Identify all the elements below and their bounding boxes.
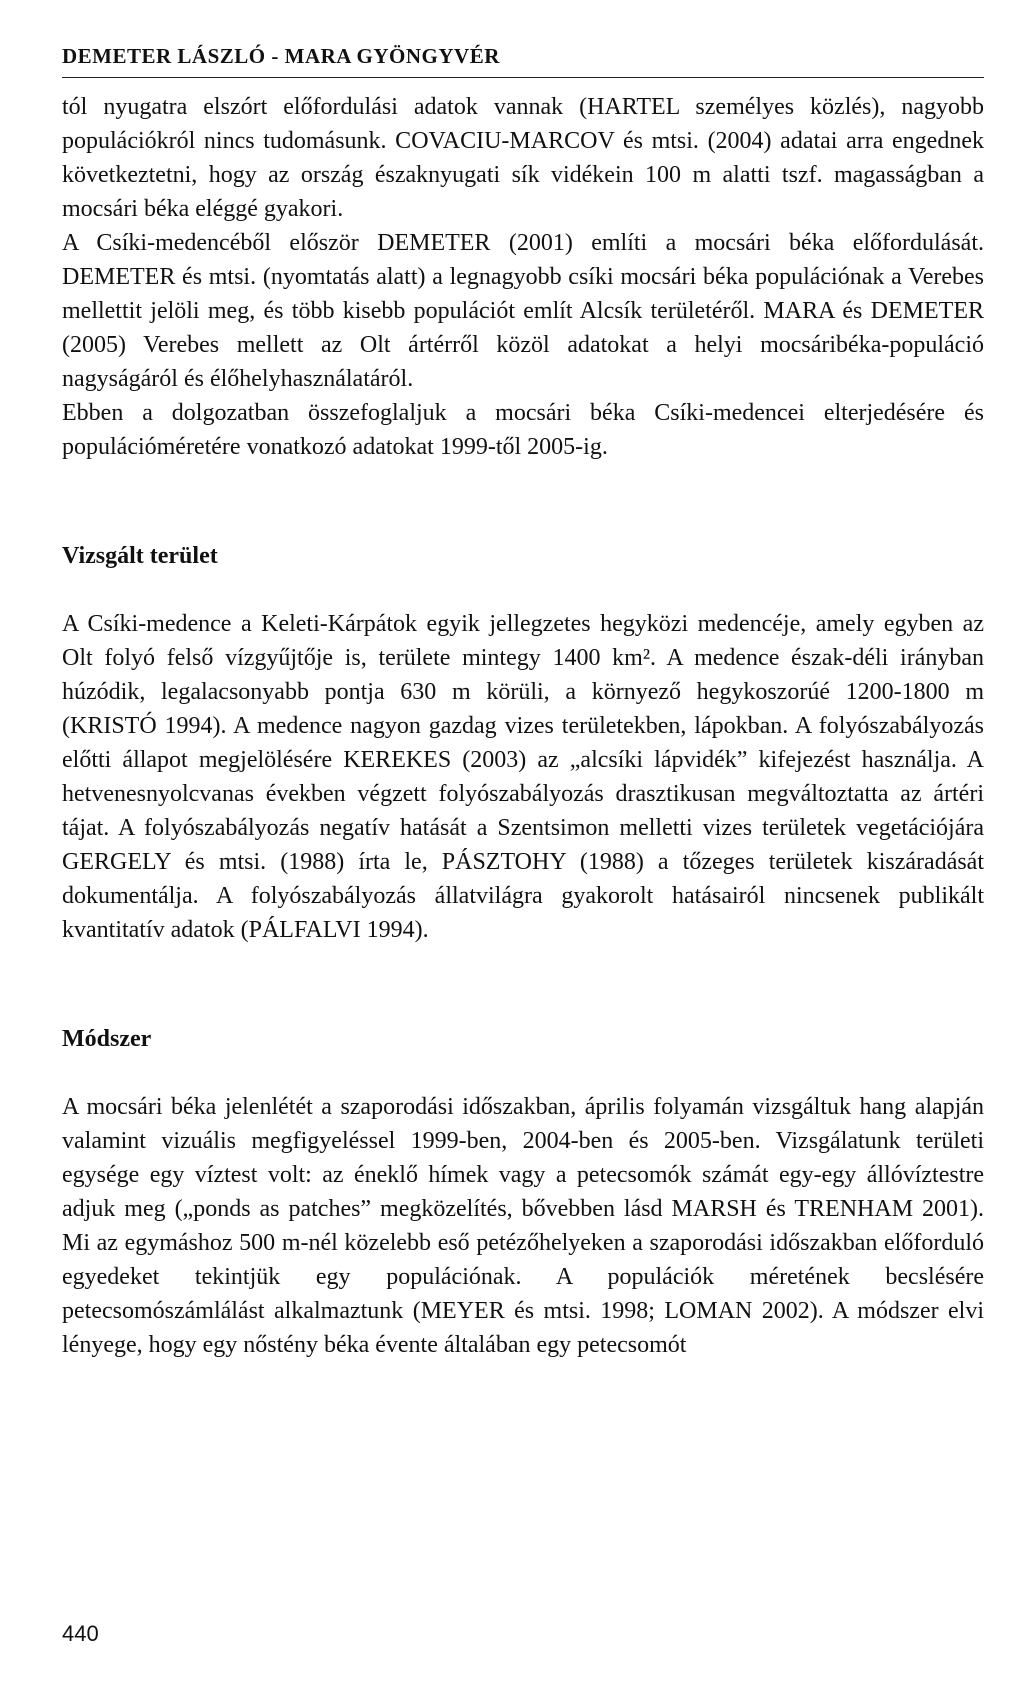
intro-paragraph-2: A Csíki-medencéből először DEMETER (2001) említi a mocsári béka előfordulását. DEMETER és mtsi. (nyomtatás alatt) a legnagyobb csíki mocsári béka populációnak a Verebes mellettit jelöli meg, és több kisebb populációt említ Alcsík területéről. MARA és DEMETER (2005) Verebes mellett az Olt ártérről közöl adatokat a helyi mocsáribéka-populáció nagyságáról és élőhelyhasználatáról. xyxy=(62,230,984,392)
study-area-paragraph: A Csíki-medence a Keleti-Kárpátok egyik jellegzetes hegyközi medencéje, amely egyben az Olt folyó felső vízgyűjtője is, területe mintegy 1400 km². A medence észak-déli irányban húzódik, legalacsonyabb pontja 630 m körüli, a környező hegykoszorúé 1200-1800 m (KRISTÓ 1994). A medence nagyon gazdag vizes területekben, lápokban. A folyószabályozás előtti állapot megjelölésére KEREKES (2003) az „alcsíki lápvidék” kifejezést használja. A hetvenesnyolcvanas években végzett folyószabályozás drasztikusan megváltoztatta az ártéri tájat. A folyószabályozás negatív hatását a Szentsimon melletti vizes területek vegetációjára GERGELY és mtsi. (1988) írta le, PÁSZTOHY (1988) a tőzeges területek kiszáradását dokumentálja. A folyószabályozás állatvilágra gyakorolt hatásairól nincsenek publikált kvantitatív adatok (PÁLFALVI 1994). xyxy=(62,611,984,943)
body-text xyxy=(62,90,984,1362)
intro-paragraph-1: tól nyugatra elszórt előfordulási adatok vannak (HARTEL személyes közlés), nagyobb populációkról nincs tudomásunk. COVACIU-MARCOV és mtsi. (2004) adatai arra engednek következtetni, hogy az ország északnyugati sík vidékein 100 m alatti tszf. magasságban a mocsári béka eléggé gyakori. xyxy=(62,94,984,222)
section-title-method: Módszer xyxy=(62,1026,152,1052)
header-rule xyxy=(62,77,984,78)
method-paragraph: A mocsári béka jelenlétét a szaporodási időszakban, április folyamán vizsgáltuk hang alapján valamint vizuális megfigyeléssel 1999-ben, 2004-ben és 2005-ben. Vizsgálatunk területi egysége egy víztest volt: az éneklő hímek vagy a petecsomók számát egy-egy állóvíztestre adjuk meg („ponds as patches” megközelítés, bővebben lásd MARSH és TRENHAM 2001). Mi az egymáshoz 500 m-nél közelebb eső petézőhelyeken a szaporodási időszakban előforduló egyedeket tekintjük egy populációnak. A populációk méretének becslésére petecsomószámlálást alkalmaztunk (MEYER és mtsi. 1998; LOMAN 2002). A módszer elvi lényege, hogy egy nőstény béka évente általában egy petecsomót xyxy=(62,1094,984,1358)
page-number: 440 xyxy=(62,1621,99,1646)
section-title-study-area: Vizsgált terület xyxy=(62,543,218,569)
running-head: DEMETER LÁSZLÓ - MARA GYÖNGYVÉR xyxy=(62,44,500,68)
intro-paragraph-3: Ebben a dolgozatban összefoglaljuk a mocsári béka Csíki-medencei elterjedésére és populációméretére vonatkozó adatokat 1999-től 2005-ig. xyxy=(62,400,984,460)
